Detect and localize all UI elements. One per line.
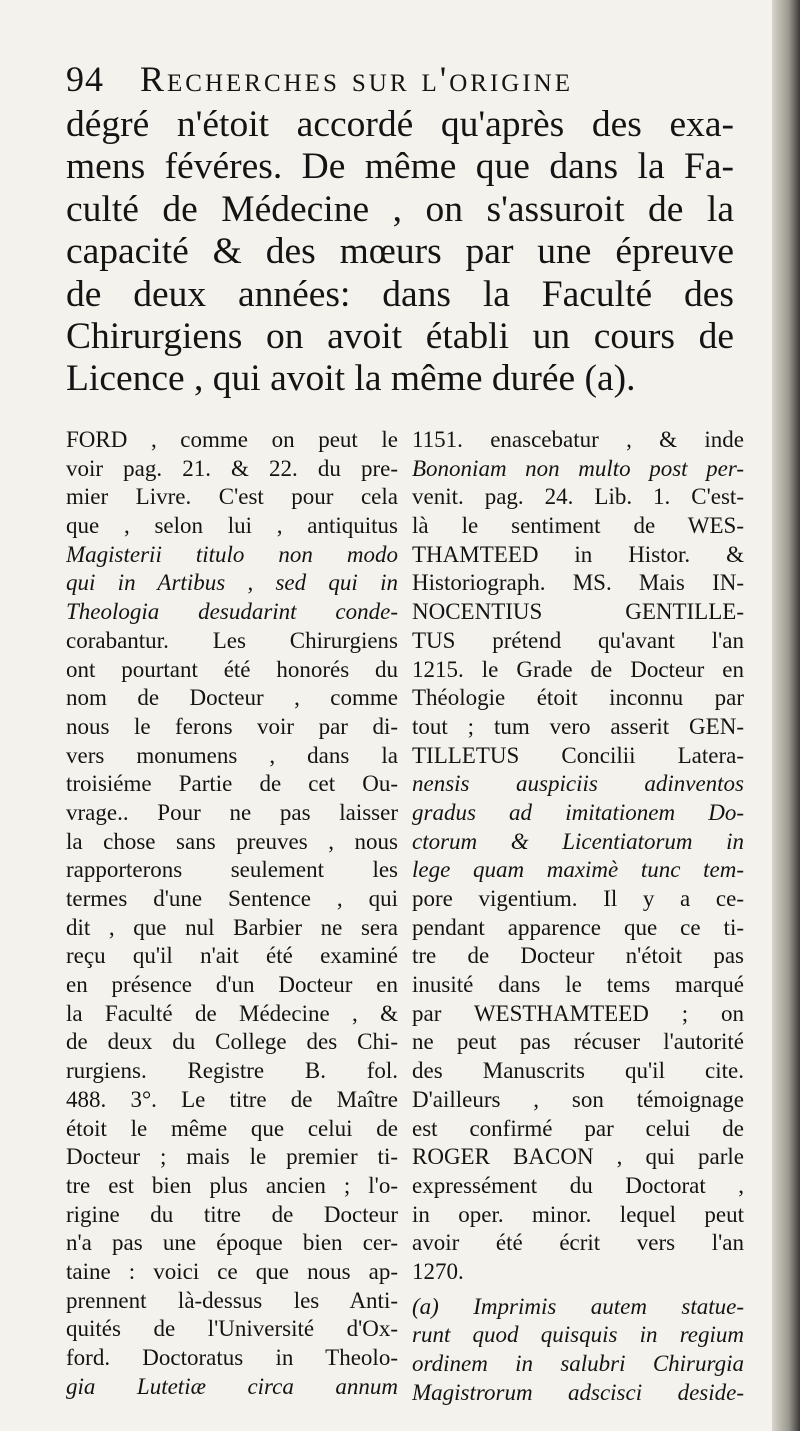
main-line: mens févéres. De même que dans la Fa- (66, 146, 734, 188)
main-paragraph (66, 104, 734, 401)
note-line: étoit le même que celui de (66, 1115, 398, 1141)
note-line: tre de Docteur n'étoit pas (412, 943, 744, 969)
left-note-column (66, 426, 398, 1401)
note-line: est confirmé par celui de (412, 1115, 744, 1141)
note-line: la chose sans preuves , nous (66, 828, 398, 854)
note-line: ont pourtant été honorés du (66, 656, 398, 682)
note-line: avoir été écrit vers l'an (412, 1230, 744, 1256)
note-line: ford. Doctoratus in Theolo- (66, 1345, 398, 1370)
note-line: NOCENTIUS GENTILLE- (412, 599, 744, 625)
note-line: en présence d'un Docteur en (66, 972, 398, 998)
note-line: Bononiam non multo post per- (412, 455, 744, 481)
note-line: Magisterii titulo non modo (66, 541, 398, 567)
note-line: Theologia desudarint conde- (66, 599, 398, 625)
note-line: nom de Docteur , comme (66, 685, 398, 711)
note-line: que , selon lui , antiquitus (66, 513, 398, 539)
note-line: in oper. minor. lequel peut (412, 1201, 744, 1227)
note-line: rapporterons seulement les (66, 857, 398, 883)
running-header (66, 58, 746, 100)
note-line: corabantur. Les Chirurgiens (66, 627, 398, 653)
footnote-line: runt quod quisquis in regium (412, 1322, 744, 1348)
note-line: rurgiens. Registre B. fol. (66, 1058, 398, 1084)
note-line: là le sentiment de WES- (412, 513, 744, 539)
note-line: prennent là-dessus les Anti- (66, 1287, 398, 1313)
note-line: ROGER BACON , qui parle (412, 1144, 744, 1170)
note-line: nous le ferons voir par di- (66, 713, 398, 739)
note-line: FORD , comme on peut le (66, 427, 398, 452)
footnote-line: ordinem in salubri Chirurgia (412, 1351, 744, 1376)
note-line: nensis auspiciis adinventos (412, 771, 744, 797)
note-line: expressément du Doctorat , (412, 1172, 744, 1198)
note-line: TUS prétend qu'avant l'an (412, 627, 744, 653)
main-line: de deux années: dans la Faculté des (66, 273, 734, 315)
main-line: capacité & des mœurs par une épreuve (66, 231, 734, 273)
main-line: Licence , qui avoit la même durée (a). (66, 358, 636, 400)
note-line: termes d'une Sentence , qui (66, 886, 398, 911)
note-line: tout ; tum vero asserit GEN- (412, 713, 744, 739)
note-line: D'ailleurs , son témoignage (412, 1086, 744, 1112)
note-line: taine : voici ce que nous ap- (66, 1258, 398, 1284)
note-line: la Faculté de Médecine , & (66, 1000, 398, 1026)
page-number: 94 (66, 59, 104, 99)
note-line: dit , que nul Barbier ne sera (66, 914, 398, 940)
note-line: troisiéme Partie de cet Ou- (66, 771, 398, 797)
note-line: voir pag. 21. & 22. du pre- (66, 455, 398, 481)
note-line: reçu qu'il n'ait été examiné (66, 943, 398, 969)
note-line: qui in Artibus , sed qui in (66, 570, 398, 596)
footnote-line: (a) Imprimis autem statue- (412, 1293, 744, 1319)
note-line: 1151. enascebatur , & inde (412, 427, 744, 452)
note-line: Théologie étoit inconnu par (412, 685, 744, 711)
note-line: gradus ad imitationem Do- (412, 799, 744, 825)
note-line: des Manuscrits qu'il cite. (412, 1058, 744, 1084)
note-line: pore vigentium. Il y a ce- (412, 886, 744, 911)
main-line: Chirurgiens on avoit établi un cours de (66, 316, 734, 358)
note-line: ctorum & Licentiatorum in (412, 828, 744, 854)
page-gutter-shadow (772, 0, 800, 1431)
note-line: TILLETUS Concilii Latera- (412, 742, 744, 768)
main-line: culté de Médecine , on s'assuroit de la (66, 188, 734, 230)
note-line: THAMTEED in Histor. & (412, 541, 744, 567)
note-line: inusité dans le tems marqué (412, 972, 744, 998)
note-line: Historiograph. MS. Mais IN- (412, 570, 744, 596)
note-line: n'a pas une époque bien cer- (66, 1230, 398, 1256)
note-line: lege quam maximè tunc tem- (412, 857, 744, 883)
running-title: Recherches sur l'origine (140, 59, 574, 99)
note-line: gia Lutetiæ circa annum (66, 1373, 398, 1399)
note-line: tre est bien plus ancien ; l'o- (66, 1172, 398, 1198)
note-line: vrage.. Pour ne pas laisser (66, 799, 398, 825)
note-line: 488. 3°. Le titre de Maître (66, 1086, 398, 1112)
note-line: mier Livre. C'est pour cela (66, 484, 398, 510)
note-line: par WESTHAMTEED ; on (412, 1000, 744, 1026)
note-line: quités de l'Université d'Ox- (66, 1316, 398, 1342)
note-line: 1215. le Grade de Docteur en (412, 656, 744, 682)
note-line: ne peut pas récuser l'autorité (412, 1029, 744, 1055)
main-line: dégré n'étoit accordé qu'après des exa- (66, 104, 734, 145)
right-note-column (412, 426, 744, 1407)
note-line: vers monumens , dans la (66, 742, 398, 768)
note-line: de deux du College des Chi- (66, 1029, 398, 1055)
footnote-line: Magistrorum adscisci deside- (412, 1379, 744, 1405)
note-line: pendant apparence que ce ti- (412, 914, 744, 940)
note-line: venit. pag. 24. Lib. 1. C'est- (412, 484, 744, 510)
note-line: rigine du titre de Docteur (66, 1201, 398, 1227)
note-line: Docteur ; mais le premier ti- (66, 1144, 398, 1170)
note-line: 1270. (412, 1258, 464, 1284)
